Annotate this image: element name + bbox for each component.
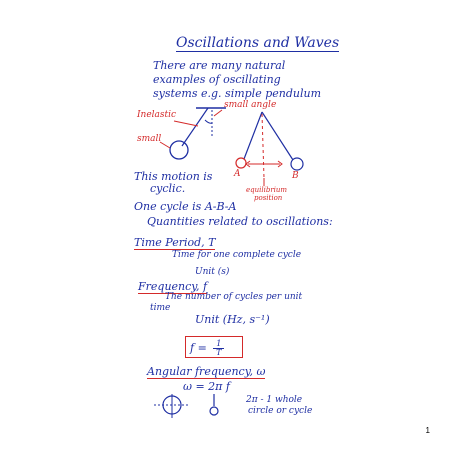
label-equilibrium: equilibrium — [246, 186, 288, 194]
formula-lhs: f = — [190, 341, 207, 355]
formula-fraction — [213, 340, 224, 357]
label-small: small — [137, 134, 162, 144]
bob-position-a — [236, 158, 246, 168]
frequency-description-1: The number of cycles per unit — [165, 292, 303, 302]
frequency-description-2: time — [150, 303, 171, 313]
page-number: 1 — [425, 426, 430, 435]
swing-left-string — [244, 112, 262, 159]
time-period-unit: Unit (s) — [195, 267, 230, 277]
motion-line-1: This motion is — [134, 170, 213, 183]
label-inelastic: Inelastic — [137, 110, 177, 120]
intro-line-1: There are many natural — [153, 59, 286, 72]
formula-numerator: 1 — [213, 340, 224, 349]
small-pointer — [160, 142, 170, 148]
label-point-a: A — [234, 169, 241, 179]
label-position: position — [254, 194, 283, 202]
time-period-heading: Time Period, T — [134, 236, 216, 249]
formula-denominator: T — [216, 348, 222, 357]
label-point-b: B — [292, 171, 299, 181]
intro-line-2: examples of oscillating — [153, 73, 281, 86]
time-period-description: Time for one complete cycle — [172, 250, 302, 260]
angular-formula: ω = 2π f — [183, 380, 230, 393]
frequency-unit: Unit (Hz, s⁻¹) — [195, 313, 270, 326]
intro-line-3: systems e.g. simple pendulum — [153, 87, 322, 100]
quantities-heading: Quantities related to oscillations: — [147, 215, 333, 228]
angular-note-2: circle or cycle — [248, 406, 313, 416]
inelastic-pointer — [174, 121, 198, 126]
angular-note-1: 2π - 1 whole — [246, 395, 303, 405]
swing-right-string — [262, 112, 293, 160]
pendulum-string — [182, 108, 208, 146]
angle-pointer — [214, 110, 222, 116]
page-title: Oscillations and Waves — [176, 35, 340, 51]
frequency-heading: Frequency, f — [138, 280, 208, 293]
angular-heading: Angular frequency, ω — [147, 365, 266, 378]
frequency-formula — [190, 340, 224, 357]
one-cycle: One cycle is A-B-A — [134, 200, 237, 213]
angle-arc — [205, 120, 212, 123]
equilibrium-line — [262, 114, 264, 178]
mini-pendulum-bob — [210, 407, 218, 415]
motion-line-2: cyclic. — [150, 182, 186, 195]
bob-position-b — [291, 158, 303, 170]
pendulum-bob — [170, 141, 188, 159]
label-small-angle: small angle — [224, 100, 277, 110]
